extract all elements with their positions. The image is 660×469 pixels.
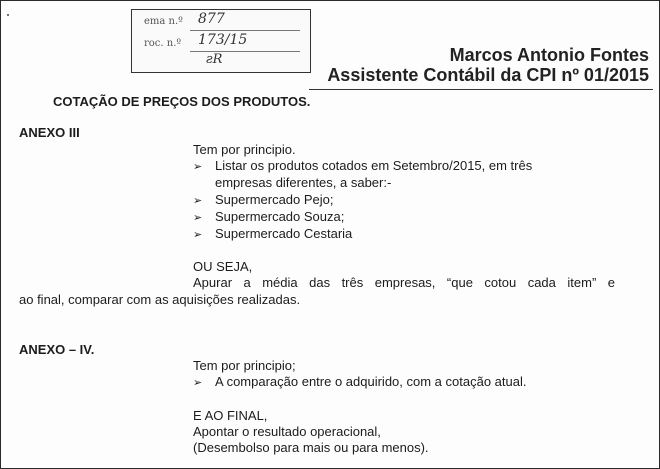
annex-iii-paragraph-line-2: ao final, comparar com as aquisições realizadas. bbox=[19, 292, 301, 307]
annex-iii-bullet-1 bbox=[193, 158, 532, 173]
annex-iv-line-2: (Desembolso para mais ou para menos). bbox=[193, 440, 429, 455]
ou-seja-label: OU SEJA, bbox=[193, 259, 253, 274]
stamp-signature: ƨR bbox=[206, 52, 223, 67]
annex-iii-paragraph-line-1: Apurar a média das três empresas, “que cotou cada item” e bbox=[193, 275, 615, 290]
stamp-label-2: roc. n.º bbox=[144, 38, 182, 49]
annex-iii-bullet-2 bbox=[193, 192, 334, 207]
stamp-label-1: ema n.º bbox=[144, 16, 183, 27]
stamp-value-1: 877 bbox=[198, 11, 225, 27]
annex-iv-heading: ANEXO – IV. bbox=[19, 342, 95, 357]
header-name: Marcos Antonio Fontes bbox=[449, 45, 649, 65]
annex-iii-bullet-4 bbox=[193, 226, 352, 241]
annex-iv-intro: Tem por principio; bbox=[193, 358, 296, 373]
scan-speck bbox=[7, 14, 9, 16]
header-title: Assistente Contábil da CPI nº 01/2015 bbox=[327, 65, 649, 85]
header-divider bbox=[309, 89, 653, 90]
bullet-2-text: Supermercado Pejo; bbox=[215, 192, 334, 207]
stamp-line-1 bbox=[190, 30, 300, 31]
bullet-3-text: Supermercado Souza; bbox=[215, 209, 345, 224]
e-ao-final-label: E AO FINAL, bbox=[193, 408, 268, 423]
annex-iv-bullet-1 bbox=[193, 374, 526, 389]
annex-iii-intro: Tem por principio. bbox=[193, 142, 296, 157]
section-title: COTAÇÃO DE PREÇOS DOS PRODUTOS. bbox=[53, 94, 311, 109]
arrow-bullet-icon: ➢ bbox=[193, 161, 203, 173]
protocol-stamp bbox=[131, 9, 311, 73]
annex-iv-bullet-1-text: A comparação entre o adquirido, com a cotação atual. bbox=[215, 374, 527, 389]
arrow-bullet-icon: ➢ bbox=[193, 195, 203, 207]
arrow-bullet-icon: ➢ bbox=[193, 212, 203, 224]
bullet-1-line-1: Listar os produtos cotados em Setembro/2015, em três bbox=[215, 158, 533, 173]
arrow-bullet-icon: ➢ bbox=[193, 377, 203, 389]
stamp-value-2: 173/15 bbox=[198, 32, 248, 48]
annex-iii-heading: ANEXO III bbox=[19, 125, 80, 140]
annex-iii-bullet-1-cont: empresas diferentes, a saber:- bbox=[215, 175, 392, 190]
annex-iv-line-1: Apontar o resultado operacional, bbox=[193, 424, 381, 439]
annex-iii-bullet-3 bbox=[193, 209, 344, 224]
arrow-bullet-icon: ➢ bbox=[193, 229, 203, 241]
bullet-4-text: Supermercado Cestaria bbox=[215, 226, 353, 241]
